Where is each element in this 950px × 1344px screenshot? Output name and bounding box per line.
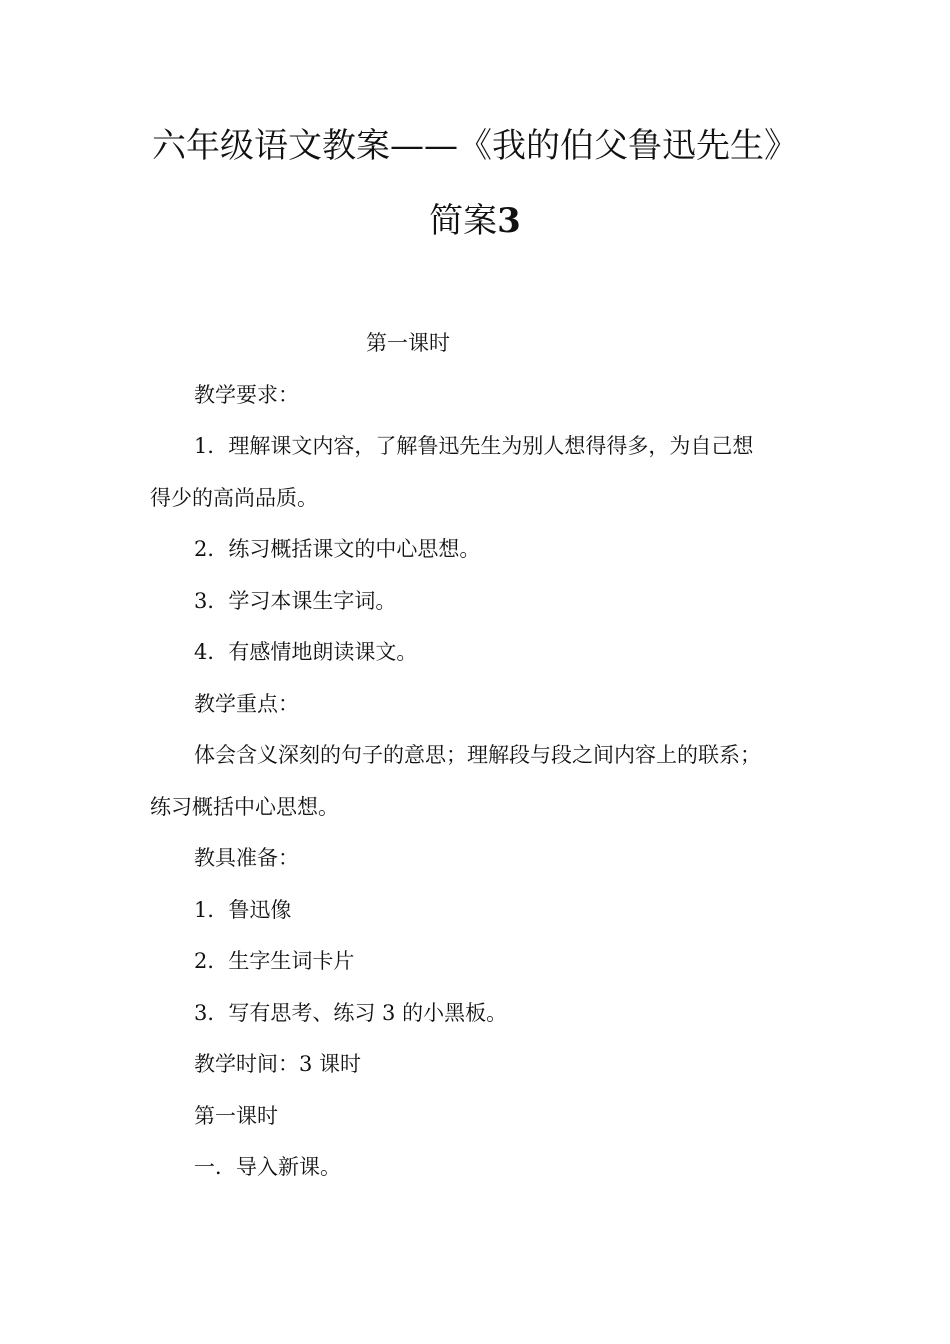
title-text: 简案 [429,201,498,241]
requirement-item-3: 3．学习本课生字词。 [194,589,397,613]
document-title-line-1: 六年级语文教案——《我的伯父鲁迅先生》 [152,126,798,166]
teaching-focus-heading: 教学重点： [194,692,299,716]
materials-item-3: 3．写有思考、练习 3 的小黑板。 [194,1001,508,1025]
requirement-item-2: 2．练习概括课文的中心思想。 [194,537,481,561]
requirement-item-1: 1．理解课文内容，了解鲁迅先生为别人想得得多，为自己想 [194,434,754,458]
lesson-heading: 第一课时 [194,1104,278,1128]
teaching-focus-text-continued: 练习概括中心思想。 [150,795,339,819]
requirement-item-1-continued: 得少的高尚品质。 [150,486,318,510]
step-1: 一．导入新课。 [194,1155,341,1179]
materials-heading: 教具准备： [194,846,299,870]
teaching-focus-text: 体会含义深刻的句子的意思；理解段与段之间内容上的联系； [194,743,761,767]
requirement-item-4: 4．有感情地朗读课文。 [194,640,418,664]
materials-item-2: 2．生字生词卡片 [194,949,355,973]
section-heading: 第一课时 [366,331,450,355]
teaching-requirements-heading: 教学要求： [194,383,299,407]
materials-item-1: 1．鲁迅像 [194,898,292,922]
teaching-time: 教学时间：3 课时 [194,1052,362,1076]
title-number: 3 [497,201,521,241]
document-title-line-2 [0,199,950,243]
